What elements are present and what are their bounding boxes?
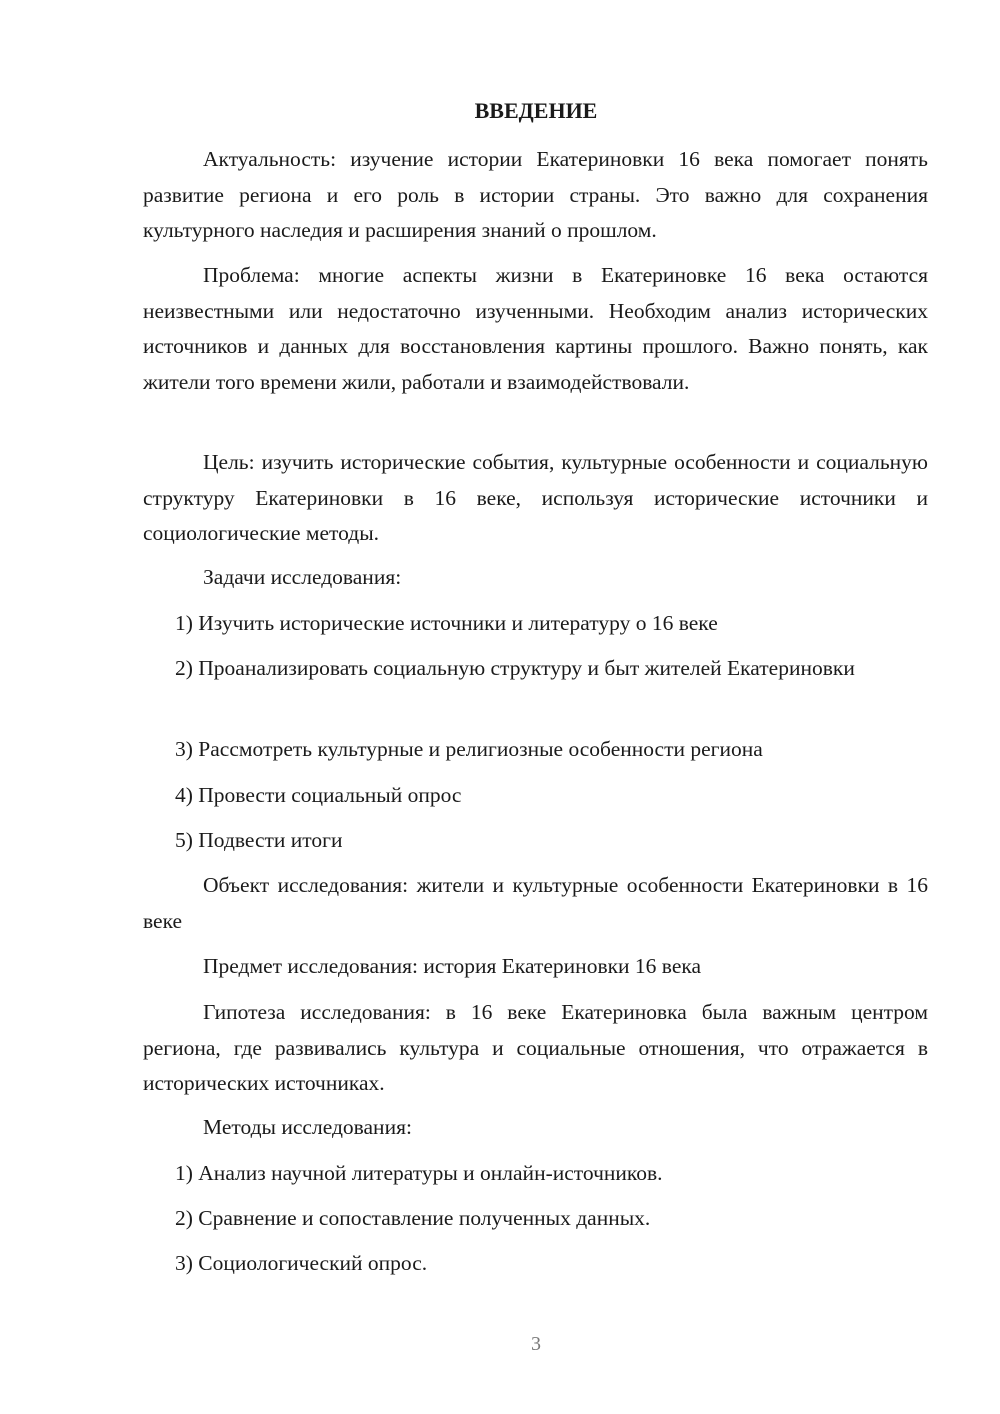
page-title: ВВЕДЕНИЕ xyxy=(474,98,598,123)
relevance-paragraph xyxy=(143,142,928,249)
method-item-1 xyxy=(143,1156,928,1192)
goal-text: Цель: изучить исторические события, культурные особенности и социальную структуру Екатериновки в 16 веке, используя исторические источники и социологические методы. xyxy=(143,450,928,545)
tasks-heading: Задачи исследования: xyxy=(203,565,402,589)
goal-paragraph xyxy=(143,445,928,552)
hypothesis-paragraph xyxy=(143,995,928,1102)
tasks-heading-paragraph xyxy=(143,560,928,596)
object-paragraph xyxy=(143,868,928,939)
subject-paragraph xyxy=(143,949,928,985)
list-item: 5) Подвести итоги xyxy=(175,828,343,852)
problem-text: Проблема: многие аспекты жизни в Екатериновке 16 века остаются неизвестными или недостаточно изученными. Необходим анализ исторических источников и данных для восстановления картины прошлого. Важно понять, как жители того времени жили, работали и взаимодействовали. xyxy=(143,263,928,394)
object-text: Объект исследования: жители и культурные особенности Екатериновки в 16 веке xyxy=(143,873,928,933)
task-item-3 xyxy=(143,732,928,768)
problem-paragraph xyxy=(143,258,928,400)
task-item-5 xyxy=(143,823,928,859)
list-item: 1) Изучить исторические источники и литературу о 16 веке xyxy=(175,611,718,635)
methods-heading: Методы исследования: xyxy=(203,1115,412,1139)
list-item: 1) Анализ научной литературы и онлайн-источников. xyxy=(175,1161,663,1185)
list-item: 4) Провести социальный опрос xyxy=(175,783,462,807)
task-item-2 xyxy=(143,651,928,687)
task-item-4 xyxy=(143,778,928,814)
page-number: 3 xyxy=(531,1333,541,1355)
list-item: 3) Социологический опрос. xyxy=(175,1251,428,1275)
method-item-3 xyxy=(143,1246,928,1282)
task-item-1 xyxy=(143,606,928,642)
list-item: 2) Проанализировать социальную структуру и быт жителей Екатериновки xyxy=(175,656,855,680)
methods-heading-paragraph xyxy=(143,1110,928,1146)
subject-text: Предмет исследования: история Екатериновки 16 века xyxy=(203,954,702,978)
list-item: 3) Рассмотреть культурные и религиозные особенности региона xyxy=(175,737,763,761)
method-item-2 xyxy=(143,1201,928,1237)
list-item: 2) Сравнение и сопоставление полученных данных. xyxy=(175,1206,651,1230)
hypothesis-text: Гипотеза исследования: в 16 веке Екатериновка была важным центром региона, где развивались культура и социальные отношения, что отражается в исторических источниках. xyxy=(143,1000,928,1095)
relevance-text: Актуальность: изучение истории Екатериновки 16 века помогает понять развитие региона и его роль в истории страны. Это важно для сохранения культурного наследия и расширения знаний о прошлом. xyxy=(143,147,928,242)
